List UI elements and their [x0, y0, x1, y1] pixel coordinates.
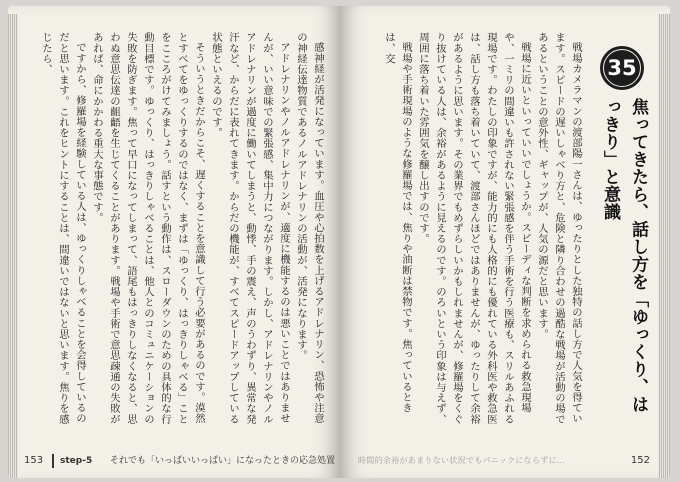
- left-page-body: [26, 32, 326, 430]
- page-number-left: 153: [24, 455, 44, 466]
- left-page: [8, 6, 340, 478]
- page-edges-left: [8, 14, 18, 478]
- paragraph: 戦場や手術現場のような修羅場では、焦りや油断は禁物です。焦っているときは、交: [383, 32, 412, 414]
- paragraph: 感神経が活発になっています。血圧や心拍数を上げるアドレナリン、恐怖や注意の神経伝達物質であるノルアドレナリンの活動が、活発になります。: [295, 32, 324, 424]
- right-page: [340, 6, 670, 478]
- page-number-right: 152: [630, 455, 650, 466]
- paragraph: ですから、修羅場を経験している人は、ゆっくりしゃべることを会得しているのだと思います。これをヒントにすることは、間違いではないと思います。焦りを感じたら、: [40, 32, 86, 425]
- footer-chapter-title: それでも「いっぱいいっぱい」になったときの応急処置: [110, 456, 336, 466]
- right-page-body: [352, 32, 584, 430]
- footer-chapter-title-faint: 時間的余裕があまりない状況でもパニックにならずに…: [358, 456, 566, 465]
- paragraph: 戦場に近いといっていいでしょうか。スピーディな判断を求められる救急現場や、一ミリの間違いも許されない緊張感を伴う手術を行う医療も、スリルあふれる現場です。わたしの印象ですが、能力的にも人格的にも優れている外科医や救急医は、話し方も落ち着いていて、渡部さんほどではありませんが、ゆったりして余裕があるように思います。その業界でもめずらしいかもしれませんが、修羅場をくぐり抜けている人は、余裕があるように見えるのです。のろいという印象は与えず、周囲に落ち着いた雰囲気を醸し出すのです。: [417, 32, 531, 425]
- paragraph: アドレナリンやノルアドレナリンが、適度に機能するのは悪いことではありませんが、いい意味での緊張感、集中力につながります。しかし、アドレナリンやノルアドレナリンが過度に働いてしまうと、動悸、手の震え、声のうわずり、異常な発汗など、からだに表れてきます。からだの機能が、すべてスピードアップしている状態といえるのです。: [210, 32, 290, 425]
- paragraph: そういうときだからこそ、遅くすることを意識して行う必要があるのです。漠然とすべてをゆっくりするのではなく、まずは「ゆっくり、はっきりしゃべる」ことをこころがけてみましょう。話すという動作は、スローダウンのための具体的な行動目標です。ゆっくり、はっきりしゃべることは、他人とのコミュニケーションの失敗を防ぎます。焦って早口になってしまって、語尾もはっきりしなくなると、思わぬ意思伝達の齟齬を生じてくることがあります。戦場や手術で意思疎通の失敗があれば、命にかかわる重大な事態です。: [91, 32, 205, 425]
- section-number-badge: 35: [600, 46, 644, 90]
- footer-divider: [52, 454, 54, 468]
- page-edges-right: [658, 14, 670, 478]
- footer-step-label: step-5: [60, 456, 93, 466]
- paragraph: 戦場カメラマンの渡部陽一さんは、ゆったりとした独特の話し方で人気を得ています。スピードの遅いしゃべり方と、危険と隣り合わせの過酷な戦場が活動の場であるということの意外性、ギャップが、人気の源だと思います。: [536, 32, 582, 425]
- section-title: 焦ってきたら、話し方を「ゆっくり、はっきり」と意識: [600, 98, 648, 413]
